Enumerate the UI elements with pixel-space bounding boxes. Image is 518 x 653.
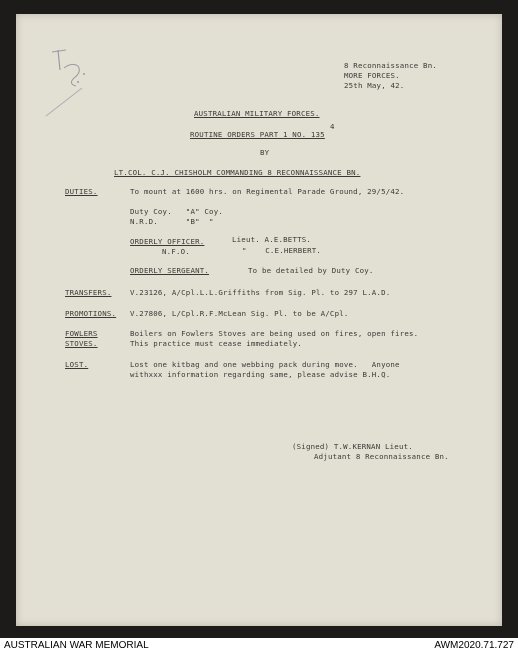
transfers-label: TRANSFERS. (65, 288, 112, 297)
by-line: BY (260, 148, 270, 157)
nfo-value: " C.E.HERBERT. (242, 246, 322, 255)
nfo-label: N.F.O. (162, 247, 190, 256)
orders-heading: ROUTINE ORDERS PART 1 NO. 135 (190, 130, 325, 139)
footer-accession-number: AWM2020.71.727 (434, 640, 514, 651)
orders-superscript: 4 (330, 122, 335, 131)
forces-heading: AUSTRALIAN MILITARY FORCES. (194, 109, 320, 118)
commander-line: LT.COL. C.J. CHISHOLM COMMANDING 8 RECONNAISSANCE BN. (114, 168, 361, 177)
document-page (16, 14, 502, 626)
lost-text-2: withxxx information regarding same, please advise B.H.Q. (130, 370, 391, 379)
stoves-label-1: FOWLERS (65, 329, 98, 338)
footer-archive-name: AUSTRALIAN WAR MEMORIAL (4, 640, 149, 651)
stoves-text-2: This practice must cease immediately. (130, 339, 303, 348)
nrd-line: N.R.D. "B" " (130, 217, 214, 226)
duties-label: DUTIES. (65, 187, 98, 196)
orderly-sergeant-label: ORDERLY SERGEANT. (130, 266, 210, 275)
orderly-officer-label: ORDERLY OFFICER. (130, 237, 205, 246)
header-place: MORE FORCES. (344, 71, 400, 80)
signature-line-1: (Signed) T.W.KERNAN Lieut. (292, 442, 413, 451)
header-date: 25th May, 42. (344, 81, 405, 90)
lost-label: LOST. (65, 360, 89, 369)
stoves-text-1: Boilers on Fowlers Stoves are being used on fires, open fires. (130, 329, 419, 338)
signature-line-2: Adjutant 8 Reconnaissance Bn. (314, 452, 449, 461)
header-unit: 8 Reconnaissance Bn. (344, 61, 437, 70)
handwritten-annotation (38, 44, 98, 134)
stoves-label-2: STOVES. (65, 339, 98, 348)
duties-text: To mount at 1600 hrs. on Regimental Parade Ground, 29/5/42. (130, 187, 405, 196)
duty-coy: Duty Coy. "A" Coy. (130, 207, 223, 216)
transfers-text: V.23126, A/Cpl.L.L.Griffiths from Sig. Pl. to 297 L.A.D. (130, 288, 391, 297)
orderly-officer-value: Lieut. A.E.BETTS. (232, 235, 312, 244)
lost-text-1: Lost one kitbag and one webbing pack during move. Anyone (130, 360, 400, 369)
promotions-label: PROMOTIONS. (65, 309, 117, 318)
orderly-sergeant-value: To be detailed by Duty Coy. (248, 266, 374, 275)
promotions-text: V.27806, L/Cpl.R.F.McLean Sig. Pl. to be A/Cpl. (130, 309, 349, 318)
